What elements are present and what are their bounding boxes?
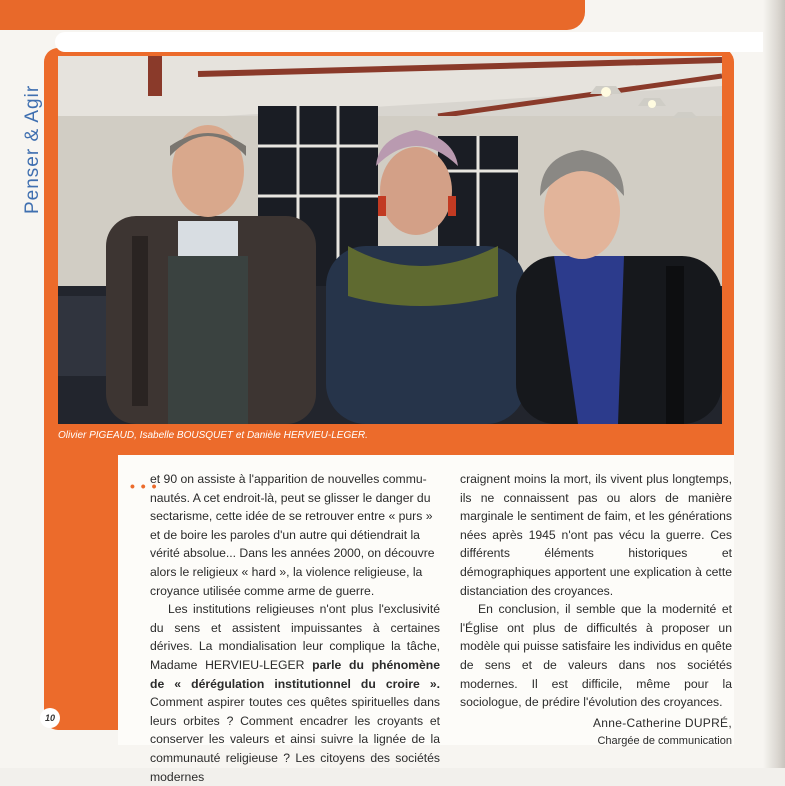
photo-illustration <box>58 56 722 424</box>
page-fold-shadow <box>763 0 785 768</box>
author-signature <box>460 714 732 751</box>
paragraph-text: Les institutions religieuses n'ont plus l'exclusivité du sens et assistent impuissantes à certaines dérives. La mondialisation leur complique la tâche, Madame HERVIEU-LEGER <box>150 602 440 672</box>
event-photo <box>58 56 722 424</box>
left-line: alors le religieux « hard », la violence religieuse, la <box>150 564 423 579</box>
left-line: nautés. A cet endroit-là, peut se glisser le danger du <box>150 490 431 505</box>
highlighted-quote: parle du phénomène de « dérégulation institutionnel du croire ». <box>150 657 440 691</box>
right-paragraph-1: craignent moins la mort, ils vivent plus longtemps, ils ne connaissent pas ou alors de manière marginale le sentiment de faim, et les générations nées après 1945 n'ont pas vécu la guerre. Ces différents éléments historiques et démographiques apportent une explication à cette distanciation des croyances. <box>460 472 732 598</box>
top-orange-band <box>0 0 585 30</box>
left-paragraph-2 <box>150 600 440 786</box>
page-number: 10 <box>40 708 60 728</box>
continuation-dots: • • • <box>130 478 158 494</box>
header-white-tab <box>55 32 775 52</box>
left-paragraph-1 <box>150 470 440 600</box>
article-right-column <box>460 470 732 751</box>
author-role: Chargée de communication <box>597 735 732 748</box>
paragraph-text: Comment aspirer toutes ces quêtes spirituelles dans leurs orbites ? Comment encadrer les croyants et conserver les valeurs et ainsi suivre la lignée de la communauté religieuse ? Les citoyens des sociétés modernes <box>150 695 440 784</box>
left-line: sectarisme, cette idée de se retrouver entre « purs » <box>150 509 433 524</box>
left-line: vérité absolue... Dans les années 2000, on découvre <box>150 546 435 561</box>
left-line: et 90 on assiste à l'apparition de nouvelles commu- <box>150 472 427 486</box>
section-label: Penser & Agir <box>22 84 43 214</box>
left-line: croyance utilisée comme arme de guerre. <box>150 583 375 598</box>
left-line: et de boire les paroles d'un autre qui détiendrait la <box>150 527 420 542</box>
author-name: Anne-Catherine DUPRÉ, <box>592 715 732 730</box>
article-left-column <box>150 470 440 786</box>
photo-caption: Olivier PIGEAUD, Isabelle BOUSQUET et Danièle HERVIEU-LEGER. <box>58 430 368 441</box>
right-paragraph-2: En conclusion, il semble que la modernité et l'Église ont plus de difficultés à proposer un modèle qui puisse satisfaire les individus en quête de sens et de valeurs dans nos sociétés modernes. Il est difficile, même pour la sociologue, de prédire l'évolution des croyances. <box>460 602 732 710</box>
